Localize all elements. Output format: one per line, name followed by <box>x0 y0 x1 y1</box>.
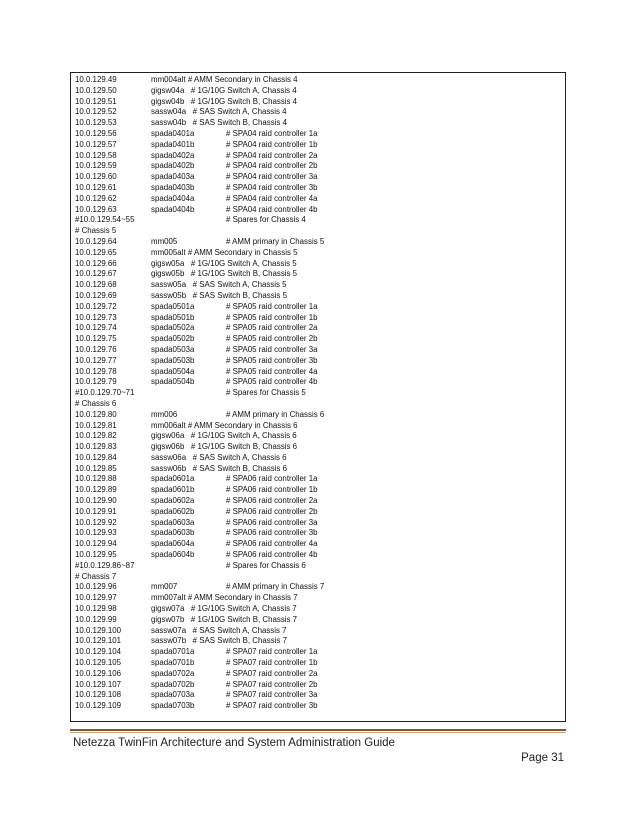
line-address: 10.0.129.90 <box>75 496 117 506</box>
line-address: 10.0.129.82 <box>75 431 117 441</box>
listing-line <box>75 205 561 216</box>
line-comment: # AMM primary in Chassis 7 <box>226 582 325 592</box>
line-address: 10.0.129.52 <box>75 107 117 117</box>
line-hostname: spada0703b <box>151 701 195 711</box>
listing-line <box>75 485 561 496</box>
line-address: 10.0.129.62 <box>75 193 117 203</box>
line-hostname: spada0603b <box>151 528 195 538</box>
line-address: 10.0.129.104 <box>75 647 122 657</box>
line-comment: # SPA05 raid controller 3a <box>226 344 318 354</box>
line-hostname: mm007 <box>151 582 178 592</box>
line-address: # Chassis 5 <box>75 226 117 236</box>
line-hostname: gigsw06b # 1G/10G Switch B, Chassis 6 <box>151 442 298 452</box>
line-comment: # SPA05 raid controller 1a <box>226 301 318 311</box>
line-address: 10.0.129.67 <box>75 269 117 279</box>
listing-line <box>75 259 561 270</box>
line-address: 10.0.129.80 <box>75 409 117 419</box>
line-comment: # SPA07 raid controller 3b <box>226 701 318 711</box>
listing-line <box>75 615 561 626</box>
line-address: 10.0.129.72 <box>75 301 117 311</box>
line-hostname: spada0603a <box>151 517 195 527</box>
footer-rule-light <box>70 732 566 733</box>
line-comment: # SPA04 raid controller 3a <box>226 172 318 182</box>
listing-line <box>75 518 561 529</box>
listing-line <box>75 431 561 442</box>
line-address: 10.0.129.93 <box>75 528 117 538</box>
line-comment: # AMM primary in Chassis 6 <box>226 409 325 419</box>
line-address: # Chassis 6 <box>75 398 117 408</box>
line-hostname: spada0703a <box>151 690 195 700</box>
listing-line <box>75 561 561 572</box>
line-address: 10.0.129.107 <box>75 679 122 689</box>
line-hostname: mm005 <box>151 236 178 246</box>
line-hostname: sassw07b # SAS Switch B, Chassis 7 <box>151 636 287 646</box>
listing-line <box>75 496 561 507</box>
line-hostname: sassw07a # SAS Switch A, Chassis 7 <box>151 625 287 635</box>
line-hostname: sassw06b # SAS Switch B, Chassis 6 <box>151 463 287 473</box>
line-comment: # SPA05 raid controller 2a <box>226 323 318 333</box>
listing-line <box>75 572 561 583</box>
listing-line <box>75 291 561 302</box>
line-comment: # SPA07 raid controller 1a <box>226 647 318 657</box>
line-address: 10.0.129.57 <box>75 139 117 149</box>
line-comment: # SPA07 raid controller 3a <box>226 690 318 700</box>
listing-line <box>75 140 561 151</box>
line-hostname: spada0402a <box>151 150 195 160</box>
line-hostname: spada0401b <box>151 139 195 149</box>
line-hostname: mm006 <box>151 409 178 419</box>
listing-line <box>75 377 561 388</box>
listing-line <box>75 107 561 118</box>
line-address: 10.0.129.68 <box>75 280 117 290</box>
line-address: 10.0.129.106 <box>75 668 122 678</box>
line-address: 10.0.129.69 <box>75 290 117 300</box>
line-hostname: spada0404a <box>151 193 195 203</box>
line-address: 10.0.129.100 <box>75 625 122 635</box>
line-address: 10.0.129.49 <box>75 75 117 84</box>
line-address: 10.0.129.109 <box>75 701 122 711</box>
line-hostname: gigsw06a # 1G/10G Switch A, Chassis 6 <box>151 431 297 441</box>
line-hostname: sassw04b # SAS Switch B, Chassis 4 <box>151 118 287 128</box>
listing-line <box>75 356 561 367</box>
line-address: 10.0.129.73 <box>75 312 117 322</box>
line-comment: # SPA04 raid controller 4b <box>226 204 318 214</box>
line-hostname: spada0502b <box>151 334 195 344</box>
line-comment: # SPA04 raid controller 2b <box>226 161 318 171</box>
line-address: # Chassis 7 <box>75 571 117 581</box>
line-address: 10.0.129.60 <box>75 172 117 182</box>
line-hostname: gigsw07b # 1G/10G Switch B, Chassis 7 <box>151 614 298 624</box>
line-hostname: mm006alt # AMM Secondary in Chassis 6 <box>151 420 298 430</box>
line-hostname: spada0702a <box>151 668 195 678</box>
line-comment: # SPA04 raid controller 1a <box>226 128 318 138</box>
line-comment: # SPA05 raid controller 4a <box>226 366 318 376</box>
line-hostname: spada0503a <box>151 344 195 354</box>
line-comment: # SPA06 raid controller 2b <box>226 506 318 516</box>
line-hostname: spada0701a <box>151 647 195 657</box>
line-address: 10.0.129.108 <box>75 690 122 700</box>
line-comment: # SPA04 raid controller 1b <box>226 139 318 149</box>
line-comment: # Spares for Chassis 4 <box>226 215 306 225</box>
listing-line <box>75 172 561 183</box>
listing-line <box>75 161 561 172</box>
line-hostname: gigsw04b # 1G/10G Switch B, Chassis 4 <box>151 96 298 106</box>
line-hostname: spada0401a <box>151 128 195 138</box>
line-comment: # SPA06 raid controller 1b <box>226 485 318 495</box>
listing-line <box>75 453 561 464</box>
line-address: 10.0.129.96 <box>75 582 117 592</box>
line-hostname: spada0601a <box>151 474 195 484</box>
line-address: 10.0.129.50 <box>75 85 117 95</box>
line-address: 10.0.129.84 <box>75 452 117 462</box>
listing-line <box>75 388 561 399</box>
line-comment: # SPA05 raid controller 1b <box>226 312 318 322</box>
line-comment: # SPA07 raid controller 2b <box>226 679 318 689</box>
line-comment: # SPA04 raid controller 3b <box>226 182 318 192</box>
line-comment: # AMM primary in Chassis 5 <box>226 236 325 246</box>
line-address: 10.0.129.78 <box>75 366 117 376</box>
line-comment: # SPA07 raid controller 2a <box>226 668 318 678</box>
line-hostname: spada0402b <box>151 161 195 171</box>
line-address: #10.0.129.70~71 <box>75 388 135 398</box>
line-address: 10.0.129.65 <box>75 247 117 257</box>
footer-rule <box>70 729 566 731</box>
line-comment: # SPA04 raid controller 2a <box>226 150 318 160</box>
listing-line <box>75 215 561 226</box>
listing-line <box>75 248 561 259</box>
hosts-listing <box>75 75 561 712</box>
line-comment: # SPA06 raid controller 4b <box>226 550 318 560</box>
line-comment: # SPA06 raid controller 3a <box>226 517 318 527</box>
line-address: #10.0.129.54~55 <box>75 215 135 225</box>
listing-line <box>75 658 561 669</box>
hosts-listing-box <box>70 72 566 722</box>
listing-line <box>75 528 561 539</box>
listing-line <box>75 626 561 637</box>
footer-title: Netezza TwinFin Architecture and System Administration Guide <box>73 737 395 749</box>
line-address: 10.0.129.77 <box>75 355 117 365</box>
listing-line <box>75 97 561 108</box>
line-hostname: sassw05b # SAS Switch B, Chassis 5 <box>151 290 287 300</box>
listing-line <box>75 680 561 691</box>
line-comment: # Spares for Chassis 6 <box>226 560 306 570</box>
line-address: 10.0.129.92 <box>75 517 117 527</box>
line-hostname: spada0702b <box>151 679 195 689</box>
line-hostname: spada0403a <box>151 172 195 182</box>
listing-line <box>75 582 561 593</box>
listing-line <box>75 442 561 453</box>
line-address: 10.0.129.61 <box>75 182 117 192</box>
listing-line <box>75 647 561 658</box>
line-hostname: spada0504b <box>151 377 195 387</box>
line-address: 10.0.129.98 <box>75 604 117 614</box>
listing-line <box>75 701 561 712</box>
line-address: 10.0.129.97 <box>75 593 117 603</box>
listing-line <box>75 421 561 432</box>
listing-line <box>75 410 561 421</box>
page-number: Page 31 <box>521 752 564 764</box>
line-comment: # SPA05 raid controller 2b <box>226 334 318 344</box>
line-address: 10.0.129.76 <box>75 344 117 354</box>
line-address: 10.0.129.105 <box>75 658 122 668</box>
line-comment: # SPA06 raid controller 1a <box>226 474 318 484</box>
line-address: 10.0.129.95 <box>75 550 117 560</box>
line-address: 10.0.129.85 <box>75 463 117 473</box>
line-address: 10.0.129.74 <box>75 323 117 333</box>
line-hostname: sassw06a # SAS Switch A, Chassis 6 <box>151 452 287 462</box>
listing-line <box>75 313 561 324</box>
line-comment: # SPA06 raid controller 3b <box>226 528 318 538</box>
listing-line <box>75 194 561 205</box>
listing-line <box>75 118 561 129</box>
listing-line <box>75 507 561 518</box>
line-hostname: spada0504a <box>151 366 195 376</box>
listing-line <box>75 237 561 248</box>
line-hostname: sassw05a # SAS Switch A, Chassis 5 <box>151 280 287 290</box>
listing-line <box>75 323 561 334</box>
listing-line <box>75 345 561 356</box>
line-hostname: spada0604a <box>151 539 195 549</box>
listing-line <box>75 550 561 561</box>
line-hostname: spada0602b <box>151 506 195 516</box>
line-hostname: spada0503b <box>151 355 195 365</box>
line-address: 10.0.129.59 <box>75 161 117 171</box>
line-comment: # SPA06 raid controller 2a <box>226 496 318 506</box>
line-hostname: gigsw05b # 1G/10G Switch B, Chassis 5 <box>151 269 298 279</box>
listing-line <box>75 669 561 680</box>
listing-line <box>75 226 561 237</box>
line-address: 10.0.129.88 <box>75 474 117 484</box>
listing-line <box>75 593 561 604</box>
line-address: 10.0.129.79 <box>75 377 117 387</box>
listing-line <box>75 474 561 485</box>
line-hostname: spada0701b <box>151 658 195 668</box>
line-hostname: spada0404b <box>151 204 195 214</box>
line-hostname: spada0604b <box>151 550 195 560</box>
line-comment: # SPA05 raid controller 3b <box>226 355 318 365</box>
line-address: 10.0.129.101 <box>75 636 122 646</box>
line-address: 10.0.129.63 <box>75 204 117 214</box>
line-comment: # SPA04 raid controller 4a <box>226 193 318 203</box>
line-hostname: sassw04a # SAS Switch A, Chassis 4 <box>151 107 287 117</box>
listing-line <box>75 464 561 475</box>
listing-line <box>75 86 561 97</box>
line-address: 10.0.129.58 <box>75 150 117 160</box>
line-comment: # Spares for Chassis 5 <box>226 388 306 398</box>
line-comment: # SPA05 raid controller 4b <box>226 377 318 387</box>
line-address: 10.0.129.66 <box>75 258 117 268</box>
line-address: #10.0.129.86~87 <box>75 560 135 570</box>
line-comment: # SPA06 raid controller 4a <box>226 539 318 549</box>
listing-line <box>75 280 561 291</box>
listing-line <box>75 636 561 647</box>
listing-line <box>75 151 561 162</box>
listing-line <box>75 690 561 701</box>
line-address: 10.0.129.89 <box>75 485 117 495</box>
listing-line <box>75 604 561 615</box>
line-hostname: spada0501a <box>151 301 195 311</box>
listing-line <box>75 269 561 280</box>
line-hostname: spada0403b <box>151 182 195 192</box>
line-address: 10.0.129.51 <box>75 96 117 106</box>
listing-line <box>75 302 561 313</box>
listing-line <box>75 183 561 194</box>
line-hostname: spada0601b <box>151 485 195 495</box>
listing-line <box>75 334 561 345</box>
line-address: 10.0.129.56 <box>75 128 117 138</box>
listing-line <box>75 75 561 86</box>
listing-line <box>75 399 561 410</box>
line-address: 10.0.129.64 <box>75 236 117 246</box>
line-address: 10.0.129.91 <box>75 506 117 516</box>
line-hostname: mm007alt # AMM Secondary in Chassis 7 <box>151 593 298 603</box>
line-hostname: gigsw07a # 1G/10G Switch A, Chassis 7 <box>151 604 297 614</box>
listing-line <box>75 539 561 550</box>
line-address: 10.0.129.94 <box>75 539 117 549</box>
line-address: 10.0.129.53 <box>75 118 117 128</box>
line-hostname: spada0501b <box>151 312 195 322</box>
line-address: 10.0.129.99 <box>75 614 117 624</box>
line-hostname: mm004alt # AMM Secondary in Chassis 4 <box>151 75 298 84</box>
line-address: 10.0.129.81 <box>75 420 117 430</box>
line-comment: # SPA07 raid controller 1b <box>226 658 318 668</box>
line-hostname: gigsw05a # 1G/10G Switch A, Chassis 5 <box>151 258 297 268</box>
line-address: 10.0.129.75 <box>75 334 117 344</box>
line-hostname: spada0502a <box>151 323 195 333</box>
line-hostname: spada0602a <box>151 496 195 506</box>
listing-line <box>75 129 561 140</box>
listing-line <box>75 367 561 378</box>
line-hostname: mm005alt # AMM Secondary in Chassis 5 <box>151 247 298 257</box>
line-address: 10.0.129.83 <box>75 442 117 452</box>
line-hostname: gigsw04a # 1G/10G Switch A, Chassis 4 <box>151 85 297 95</box>
